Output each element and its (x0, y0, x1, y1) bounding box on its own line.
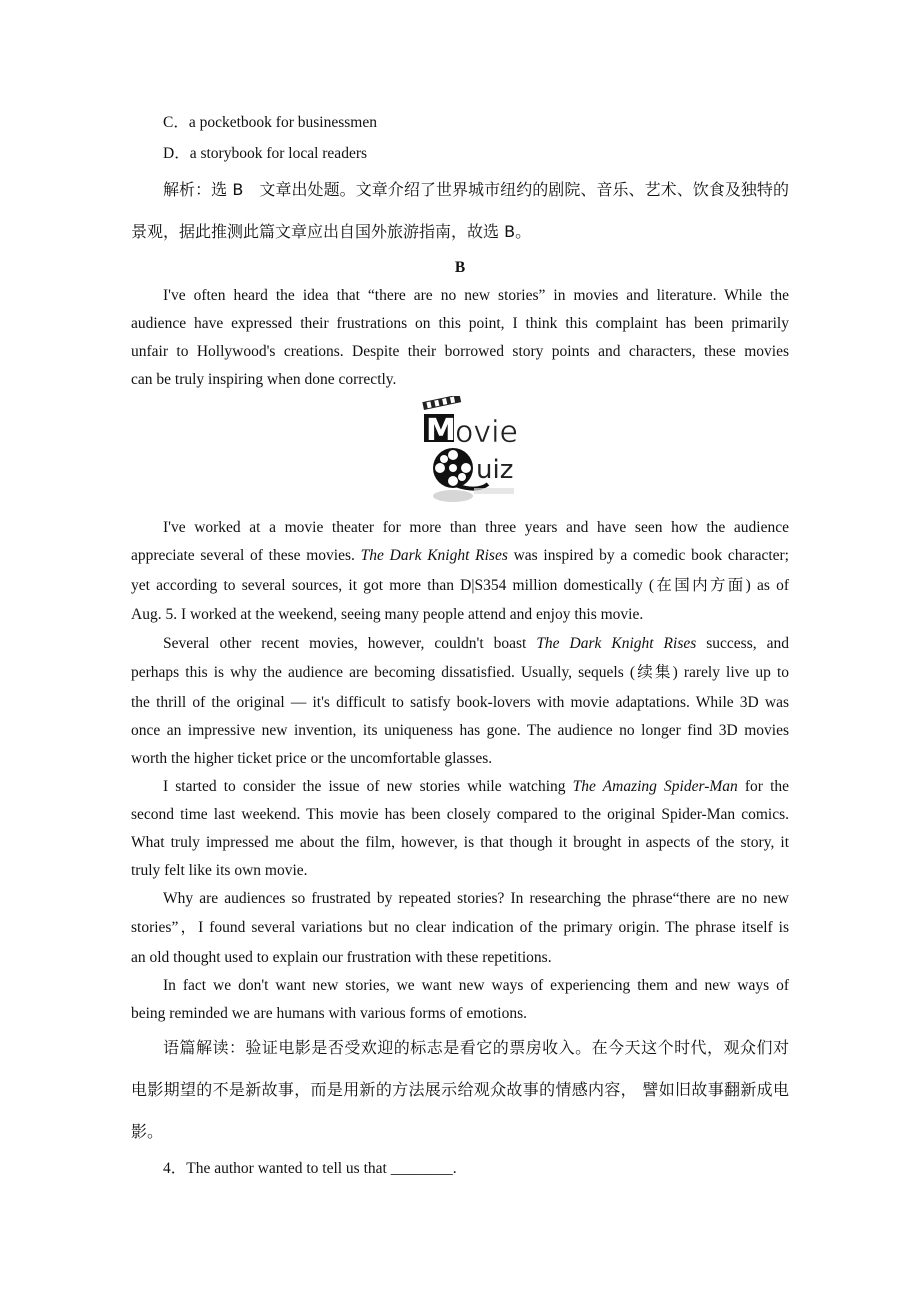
p4-line-2: second time last weekend. This movie has been closely compared to the original Spider-Man comics. (131, 806, 789, 823)
movie-title: The Dark Knight Rises (536, 635, 697, 652)
section-heading: B (454, 259, 466, 276)
commentary-line-3: 影。 (131, 1122, 164, 1141)
svg-text:M: M (426, 413, 456, 448)
movie-quiz-logo (418, 396, 536, 508)
logo-word-1: ovie (455, 415, 518, 450)
p6-line-2: being reminded we are humans with various forms of emotions. (131, 1005, 528, 1022)
analysis-line-2: 景观，据此推测此篇文章应出自国外旅游指南，故选 B。 (131, 222, 532, 241)
p2-line-1: I've worked at a movie theater for more than three years and have seen how the audience (163, 519, 789, 536)
p6-line-1: In fact we don't want new stories, we want new ways of experiencing them and new ways of (163, 977, 789, 994)
p2-line-3: yet according to several sources, it got more than D|S354 million domestically (在国内方面) as of (131, 577, 789, 594)
logo-word-2: uiz (476, 455, 514, 485)
p5-line-1: Why are audiences so frustrated by repeated stories? In researching the phrase“there are no new (163, 890, 789, 907)
p3-line-2: perhaps this is why the audience are becoming dissatisfied. Usually, sequels (续集) rarely live up to (131, 664, 789, 681)
p5-line-3: an old thought used to explain our frustration with these repetitions. (131, 949, 552, 966)
analysis-line-1: 解析：选 B 文章出处题。文章介绍了世界城市纽约的剧院、音乐、艺术、饮食及独特的 (163, 180, 789, 199)
clapperboard-icon (422, 396, 461, 410)
option-c: C．a pocketbook for businessmen (163, 114, 377, 131)
p2-line-2: appreciate several of these movies. The Dark Knight Rises was inspired by a comedic book character; (131, 547, 789, 564)
p1-line-3: unfair to Hollywood's creations. Despite their borrowed story points and characters, these movies (131, 343, 789, 360)
movie-title: The Amazing Spider-Man (572, 778, 738, 795)
movie-title: The Dark Knight Rises (360, 547, 508, 564)
p1-line-4: can be truly inspiring when done correctly. (131, 371, 397, 388)
p1-line-1: I've often heard the idea that “there are no new stories” in movies and literature. While the (163, 287, 789, 304)
p3-line-1: Several other recent movies, however, couldn't boast The Dark Knight Rises success, and (163, 635, 789, 652)
p1-line-2: audience have expressed their frustrations on this point, I think this complaint has been primarily (131, 315, 789, 332)
p3-line-5: worth the higher ticket price or the uncomfortable glasses. (131, 750, 493, 767)
option-d: D．a storybook for local readers (163, 145, 368, 162)
p4-line-3: What truly impressed me about the film, however, is that though it brought in aspects of the story, it (131, 834, 789, 851)
p4-line-1: I started to consider the issue of new stories while watching The Amazing Spider-Man for the (163, 778, 790, 795)
p3-line-4: once an impressive new invention, its uniqueness has gone. The audience no longer find 3D movies (131, 722, 789, 739)
commentary-line-2: 电影期望的不是新故事，而是用新的方法展示给观众故事的情感内容， 譬如旧故事翻新成电 (131, 1080, 789, 1099)
question-4: 4．The author wanted to tell us that ________. (163, 1160, 457, 1177)
p4-line-4: truly felt like its own movie. (131, 862, 308, 879)
p5-line-2: stories”，I found several variations but no clear indication of the primary origin. The phrase itself is (131, 919, 789, 936)
p3-line-3: the thrill of the original — it's difficult to satisfy book-lovers with movie adaptations. While 3D was (131, 694, 789, 711)
p2-line-4: Aug. 5. I worked at the weekend, seeing many people attend and enjoy this movie. (131, 606, 644, 623)
commentary-line-1: 语篇解读：验证电影是否受欢迎的标志是看它的票房收入。在今天这个时代，观众们对 (163, 1038, 789, 1057)
